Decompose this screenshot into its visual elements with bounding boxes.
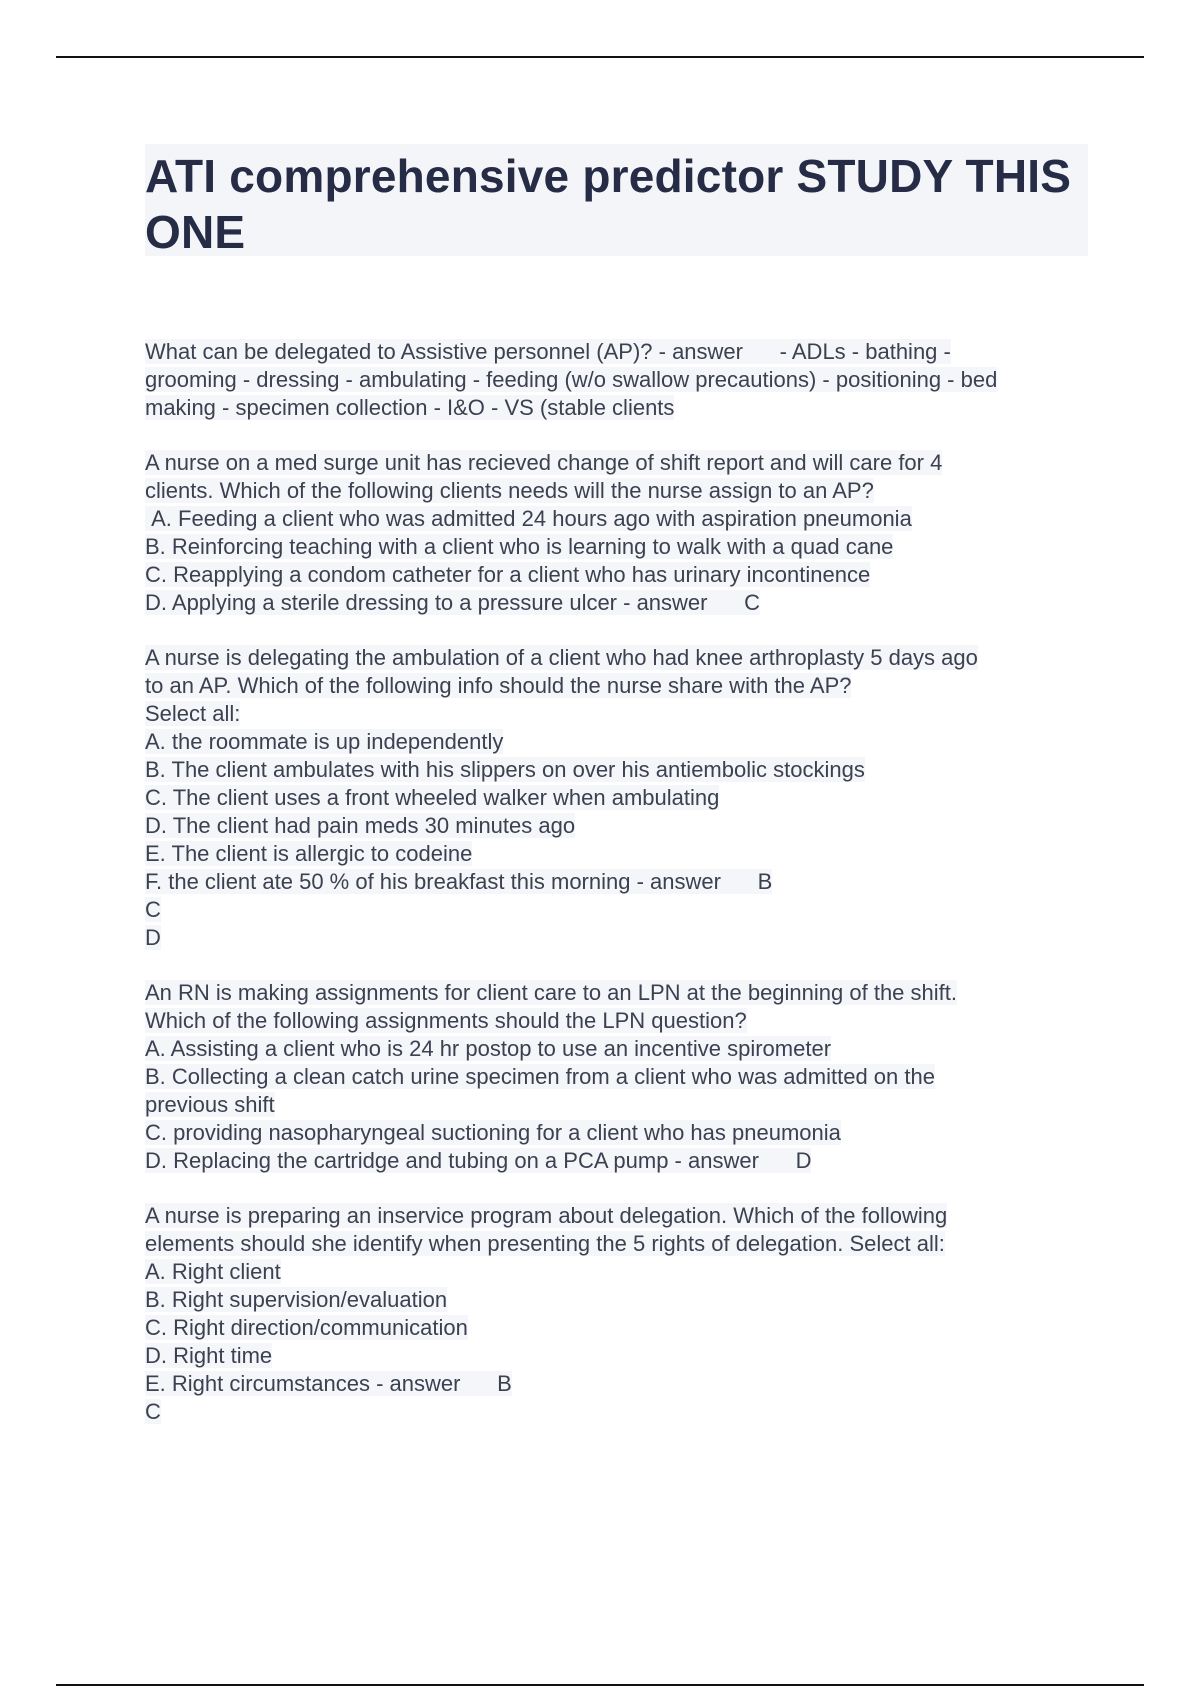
top-rule (56, 56, 1144, 58)
qa-line: A. Assisting a client who is 24 hr postop to use an incentive spirometer (145, 1036, 832, 1061)
qa-line: Select all: (145, 701, 241, 726)
qa-line: B. Reinforcing teaching with a client who is learning to walk with a quad cane (145, 534, 894, 559)
qa-line: C. Reapplying a condom catheter for a client who has urinary incontinence (145, 562, 871, 587)
qa-line: An RN is making assignments for client care to an LPN at the beginning of the shift. (145, 980, 957, 1005)
qa-list (145, 338, 1095, 1453)
qa-item-3 (145, 644, 1095, 952)
qa-line: A. Right client (145, 1259, 281, 1284)
qa-line: D. Applying a sterile dressing to a pressure ulcer - answer C (145, 590, 761, 615)
qa-line: B. The client ambulates with his slippers on over his antiembolic stockings (145, 757, 865, 782)
qa-line: D. The client had pain meds 30 minutes ago (145, 813, 576, 838)
qa-line: Which of the following assignments should the LPN question? (145, 1008, 747, 1033)
bottom-rule (56, 1684, 1144, 1686)
qa-line: B. Collecting a clean catch urine specimen from a client who was admitted on the (145, 1064, 935, 1089)
qa-line: clients. Which of the following clients needs will the nurse assign to an AP? (145, 478, 874, 503)
qa-line: D. Right time (145, 1343, 273, 1368)
qa-line: C (145, 897, 161, 922)
qa-line: A nurse is delegating the ambulation of a client who had knee arthroplasty 5 days ago (145, 645, 978, 670)
qa-line: E. Right circumstances - answer B (145, 1371, 512, 1396)
document-title: ATI comprehensive predictor STUDY THIS ONE (145, 150, 1072, 258)
qa-line: D. Replacing the cartridge and tubing on a PCA pump - answer D (145, 1148, 812, 1173)
qa-line: previous shift (145, 1092, 275, 1117)
qa-line: F. the client ate 50 % of his breakfast this morning - answer B (145, 869, 773, 894)
qa-line: D (145, 925, 161, 950)
qa-line: E. The client is allergic to codeine (145, 841, 473, 866)
qa-item-1 (145, 338, 1095, 422)
qa-line: A nurse is preparing an inservice program about delegation. Which of the following (145, 1203, 948, 1228)
qa-item-4 (145, 979, 1095, 1175)
qa-line: A. Feeding a client who was admitted 24 hours ago with aspiration pneumonia (145, 506, 912, 531)
title-box (145, 144, 1088, 256)
qa-line: A. the roommate is up independently (145, 729, 504, 754)
qa-line: B. Right supervision/evaluation (145, 1287, 448, 1312)
qa-line: C. providing nasopharyngeal suctioning for a client who has pneumonia (145, 1120, 841, 1145)
qa-line: elements should she identify when presenting the 5 rights of delegation. Select all: (145, 1231, 945, 1256)
qa-line: grooming - dressing - ambulating - feeding (w/o swallow precautions) - positioning - bed (145, 367, 998, 392)
qa-line: C (145, 1399, 161, 1424)
qa-item-2 (145, 449, 1095, 617)
qa-line: C. The client uses a front wheeled walker when ambulating (145, 785, 720, 810)
qa-line: making - specimen collection - I&O - VS (stable clients (145, 395, 675, 420)
qa-item-5 (145, 1202, 1095, 1426)
qa-line: C. Right direction/communication (145, 1315, 468, 1340)
qa-line: What can be delegated to Assistive personnel (AP)? - answer - ADLs - bathing - (145, 339, 951, 364)
qa-line: A nurse on a med surge unit has recieved change of shift report and will care for 4 (145, 450, 943, 475)
qa-line: to an AP. Which of the following info should the nurse share with the AP? (145, 673, 852, 698)
